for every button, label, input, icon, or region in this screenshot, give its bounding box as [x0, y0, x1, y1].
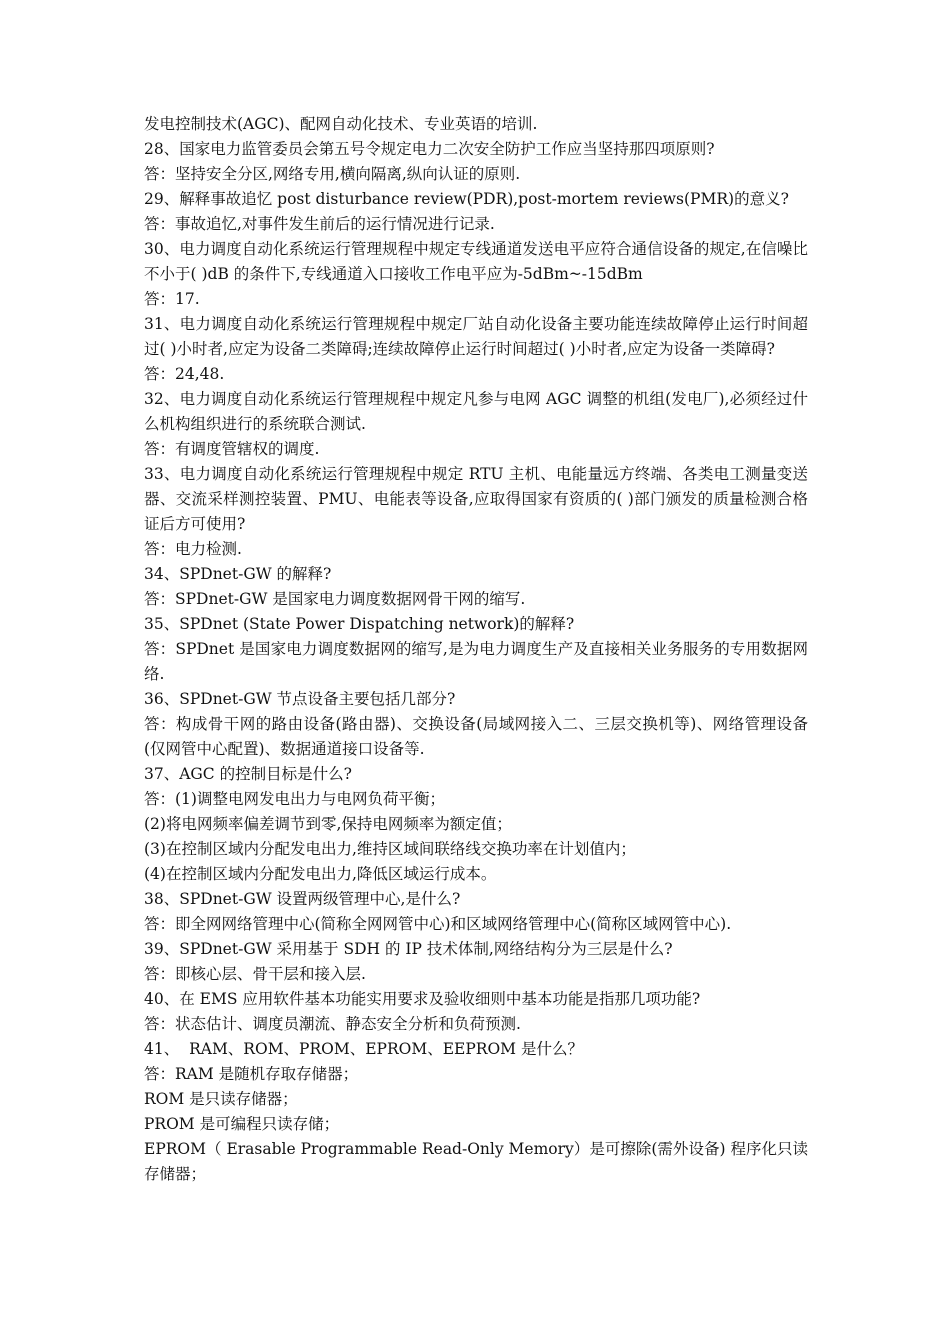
- answer-29: 答：事故追忆,对事件发生前后的运行情况进行记录.: [144, 215, 495, 233]
- question-41: 41、 RAM、ROM、PROM、EPROM、EEPROM 是什么？: [144, 1040, 583, 1058]
- answer-32: 答：有调度管辖权的调度.: [144, 440, 320, 458]
- question-31: 31、电力调度自动化系统运行管理规程中规定厂站自动化设备主要功能连续故障停止运行时间超过( )小时者,应定为设备二类障碍;连续故障停止运行时间超过( )小时者,应定为设备一类障碍?: [144, 315, 808, 358]
- question-36: 36、SPDnet-GW 节点设备主要包括几部分?: [144, 690, 456, 708]
- question-38: 38、SPDnet-GW 设置两级管理中心,是什么?: [144, 890, 461, 908]
- question-40: 40、在 EMS 应用软件基本功能实用要求及验收细则中基本功能是指那几项功能?: [144, 990, 701, 1008]
- answer-37-item-1: 答：(1)调整电网发电出力与电网负荷平衡；: [144, 790, 445, 808]
- question-30: 30、电力调度自动化系统运行管理规程中规定专线通道发送电平应符合通信设备的规定,在信噪比不小于( )dB 的条件下,专线通道入口接收工作电平应为-5dBm~-15dBm: [144, 240, 808, 283]
- answer-36: 答：构成骨干网的路由设备(路由器)、交换设备(局域网接入二、三层交换机等)、网络管理设备(仅网管中心配置)、数据通道接口设备等.: [144, 715, 808, 758]
- question-33: 33、电力调度自动化系统运行管理规程中规定 RTU 主机、电能量远方终端、各类电工测量变送器、交流采样测控装置、PMU、电能表等设备,应取得国家有资质的( )部门颁发的质量检测合格证后方可使用?: [144, 465, 808, 533]
- answer-41-rom: ROM 是只读存储器；: [144, 1090, 298, 1108]
- answer-41-ram: 答：RAM 是随机存取存储器；: [144, 1065, 359, 1083]
- question-34: 34、SPDnet-GW 的解释?: [144, 565, 332, 583]
- answer-37-item-2: (2)将电网频率偏差调节到零,保持电网频率为额定值；: [144, 815, 512, 833]
- answer-33: 答：电力检测.: [144, 540, 242, 558]
- question-37: 37、AGC 的控制目标是什么?: [144, 765, 352, 783]
- answer-37-item-3: (3)在控制区域内分配发电出力,维持区域间联络线交换功率在计划值内；: [144, 840, 636, 858]
- question-29: 29、解释事故追忆 post disturbance review(PDR),post-mortem reviews(PMR)的意义?: [144, 190, 789, 208]
- question-39: 39、SPDnet-GW 采用基于 SDH 的 IP 技术体制,网络结构分为三层是什么?: [144, 940, 673, 958]
- answer-35: 答：SPDnet 是国家电力调度数据网的缩写,是为电力调度生产及直接相关业务服务的专用数据网络.: [144, 640, 808, 683]
- text-line: 发电控制技术(AGC)、配网自动化技术、专业英语的培训.: [144, 115, 538, 133]
- question-28: 28、国家电力监管委员会第五号令规定电力二次安全防护工作应当坚持那四项原则?: [144, 140, 715, 158]
- document-body: [144, 112, 808, 1187]
- answer-30: 答：17.: [144, 290, 200, 308]
- answer-40: 答：状态估计、调度员潮流、静态安全分析和负荷预测.: [144, 1015, 521, 1033]
- answer-41-prom: PROM 是可编程只读存储；: [144, 1115, 340, 1133]
- question-35: 35、SPDnet (State Power Dispatching network)的解释?: [144, 615, 575, 633]
- question-32: 32、电力调度自动化系统运行管理规程中规定凡参与电网 AGC 调整的机组(发电厂),必须经过什么机构组织进行的系统联合测试.: [144, 390, 808, 433]
- answer-34: 答：SPDnet-GW 是国家电力调度数据网骨干网的缩写.: [144, 590, 526, 608]
- answer-31: 答：24,48.: [144, 365, 225, 383]
- answer-28: 答：坚持安全分区,网络专用,横向隔离,纵向认证的原则.: [144, 165, 521, 183]
- answer-41-eprom: EPROM（ Erasable Programmable Read-Only Memory）是可擦除(需外设备) 程序化只读存储器；: [144, 1140, 808, 1183]
- answer-39: 答：即核心层、骨干层和接入层.: [144, 965, 366, 983]
- answer-38: 答：即全网网络管理中心(简称全网网管中心)和区域网络管理中心(简称区域网管中心).: [144, 915, 732, 933]
- answer-37-item-4: (4)在控制区域内分配发电出力,降低区域运行成本。: [144, 865, 497, 883]
